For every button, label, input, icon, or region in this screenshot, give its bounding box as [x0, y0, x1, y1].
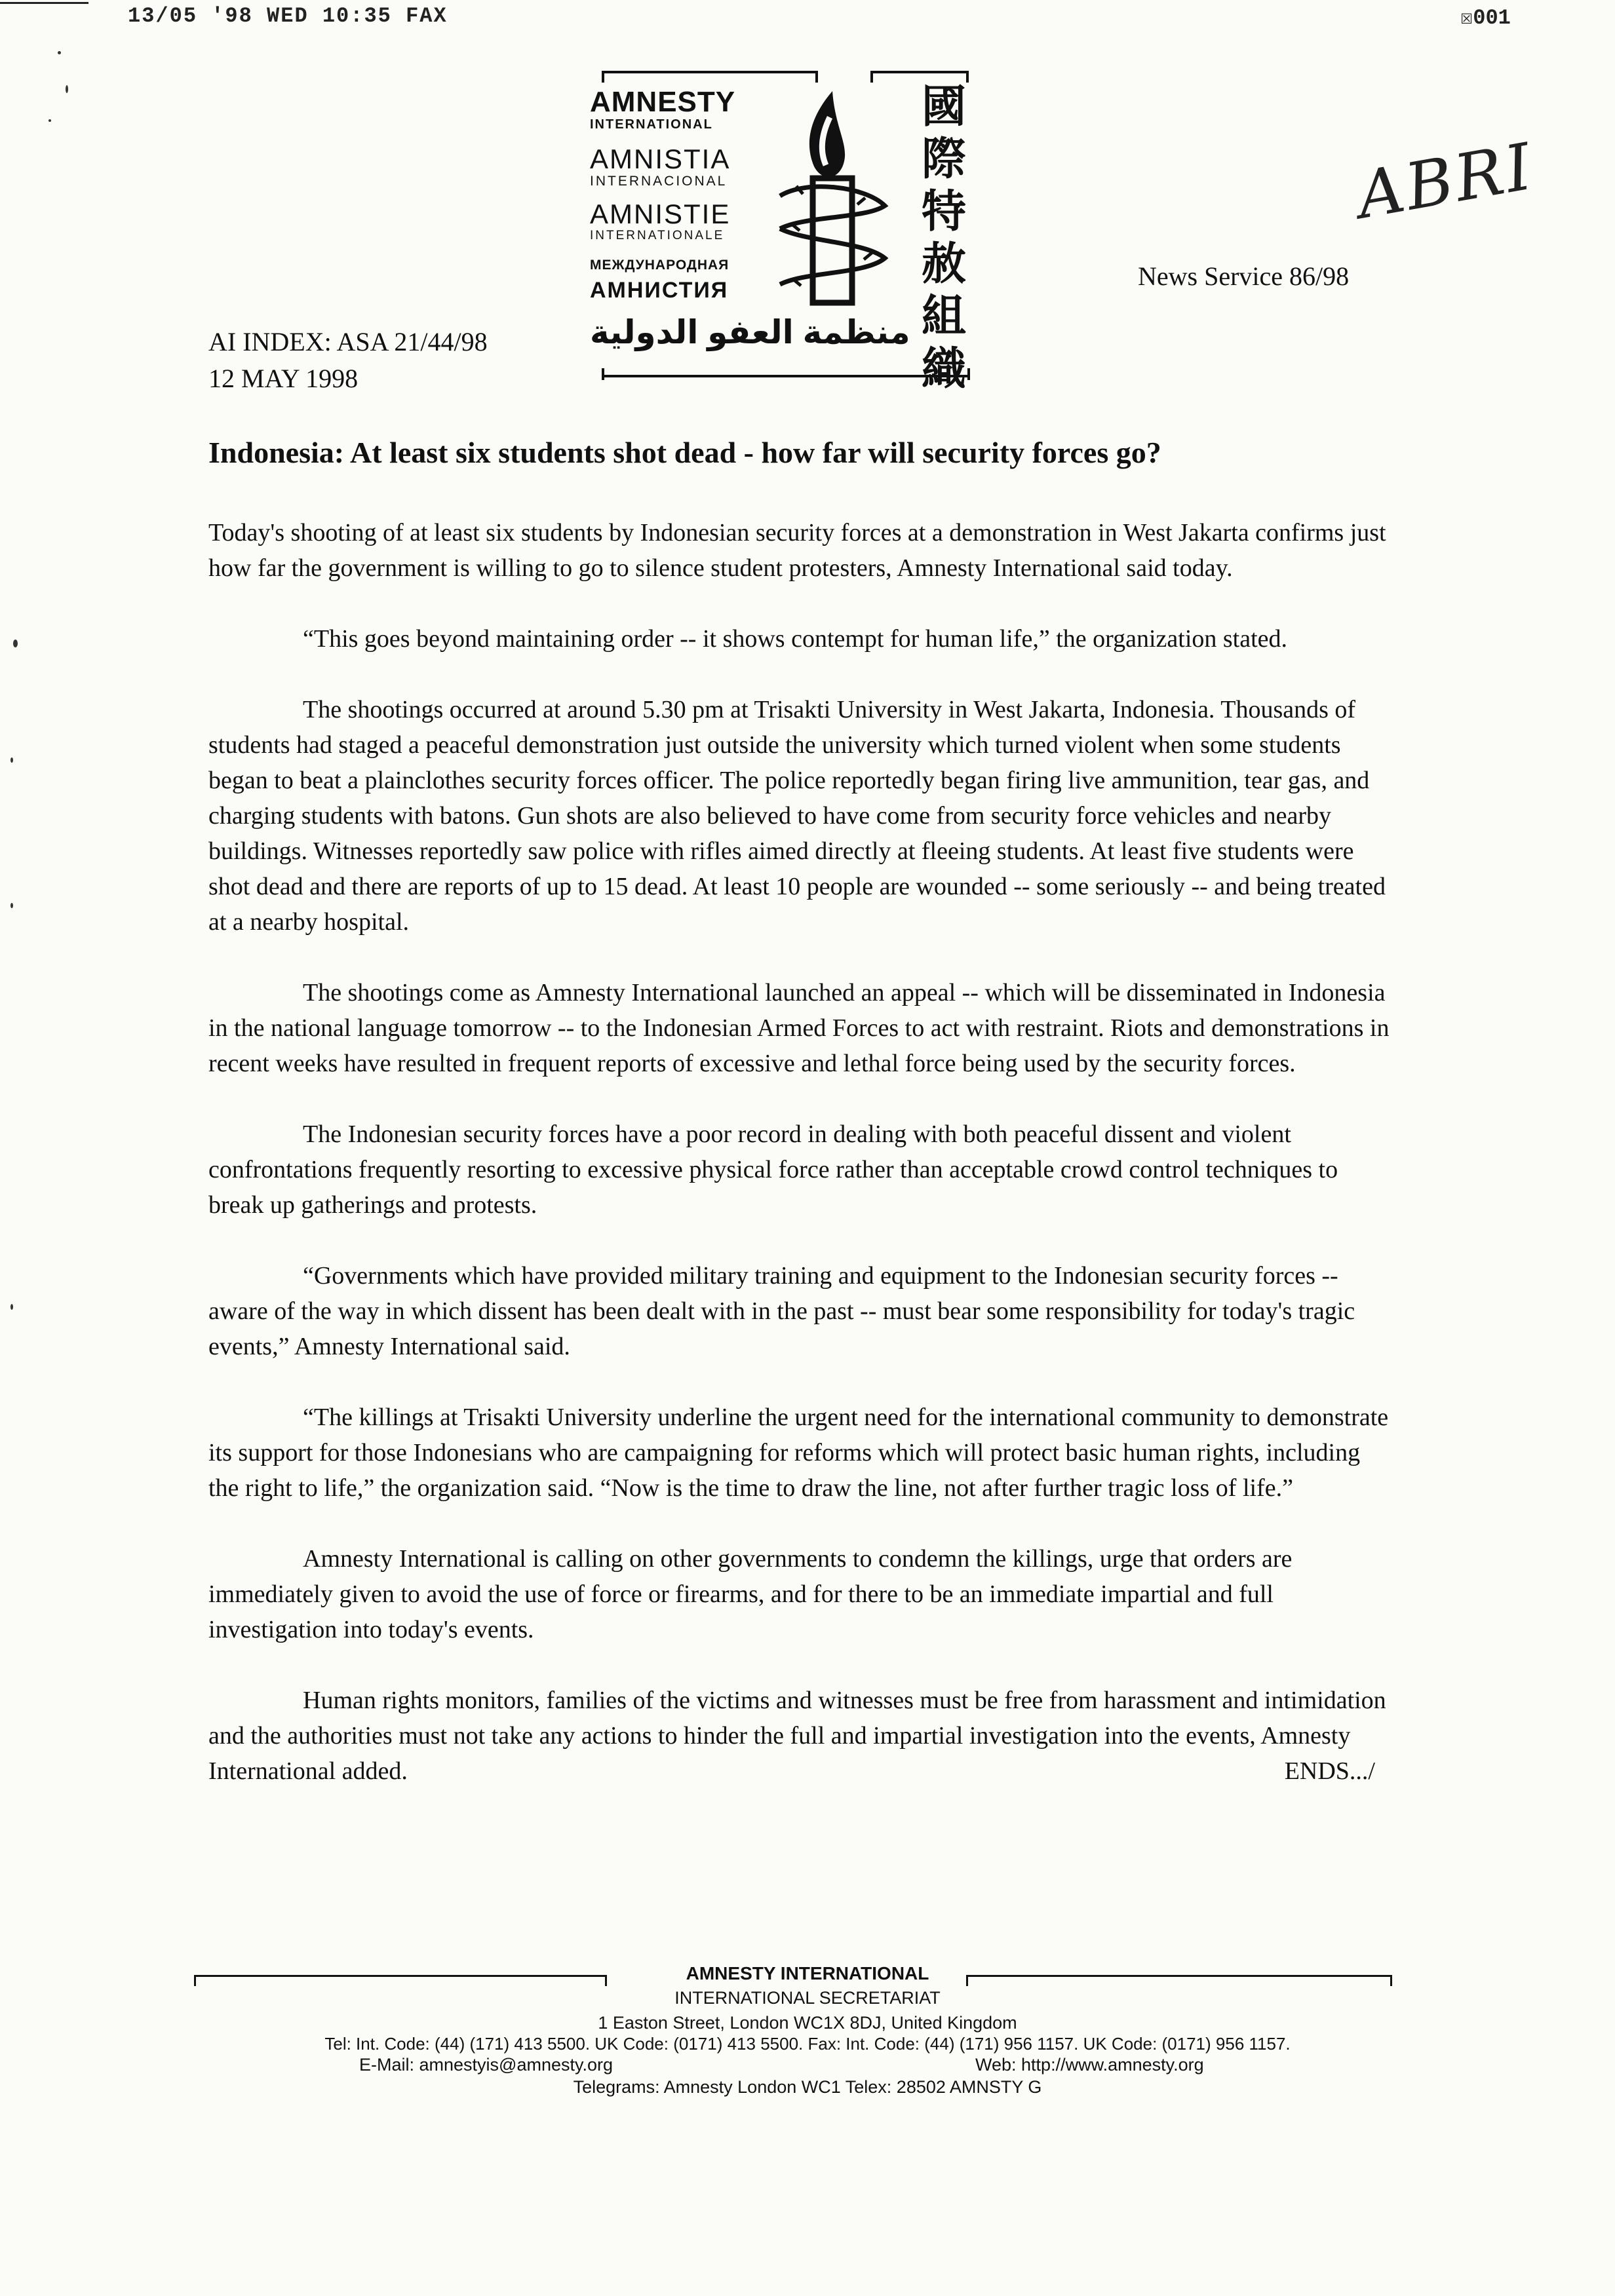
body-paragraph: Amnesty International is calling on other governments to condemn the killings, urge that orders are immediately given to avoid the use of force or firearms, and for there to be an immediate impartial and full investigation into today's events.	[208, 1545, 1293, 1643]
footer-web: Web: http://www.amnesty.org	[975, 2055, 1204, 2075]
scan-speck	[66, 85, 68, 93]
release-date: 12 MAY 1998	[208, 364, 359, 393]
footer-secretariat: INTERNATIONAL SECRETARIAT	[674, 1988, 941, 2008]
body-paragraph: Today's shooting of at least six students by Indonesian security forces at a demonstration in West Jakarta confirms just how far the government is willing to go to silence student protesters, Amnesty International said today.	[208, 519, 1386, 582]
logo-line-internacional: INTERNACIONAL	[590, 174, 728, 189]
ai-index: AI INDEX: ASA 21/44/98	[208, 327, 488, 356]
logo-cjk-char: 國	[921, 81, 966, 133]
logo-cjk-char: 特	[921, 186, 966, 238]
footer-address: 1 Easton Street, London WC1X 8DJ, United Kingdom	[598, 2013, 1017, 2033]
amnesty-logo	[590, 62, 977, 395]
scan-speck	[10, 903, 13, 908]
logo-cjk-char: 赦	[921, 239, 966, 290]
logo-line-amnistie: AMNISTIE	[590, 199, 731, 229]
logo-line-cyrillic-1: МЕЖДУНАРОДНАЯ	[590, 258, 730, 273]
fax-header-rule	[0, 2, 88, 4]
ends-marker: ENDS.../	[1284, 1757, 1375, 1785]
press-release-body	[208, 515, 1395, 1824]
scan-speck	[49, 119, 51, 122]
scan-speck	[10, 757, 13, 763]
logo-line-international: INTERNATIONAL	[590, 117, 713, 132]
logo-line-internationale: INTERNATIONALE	[590, 229, 725, 242]
logo-line-amnistia: AMNISTIA	[590, 144, 731, 174]
body-paragraph: “Governments which have provided military training and equipment to the Indonesian security forces -- aware of the way in which dissent has been dealt with in the past -- must bear some responsibility for today's tragic events,” Amnesty International said.	[208, 1262, 1355, 1360]
logo-line-amnesty: AMNESTY	[590, 86, 736, 118]
fax-page-number: ☒001	[1460, 6, 1511, 30]
scan-speck	[10, 1304, 13, 1310]
body-paragraph: “The killings at Trisakti University underline the urgent need for the international community to demonstrate its support for those Indonesians who are campaigning for reforms which will protect basic human rights, including the right to life,” the organization said. “Now is the time to draw the line, not after further tragic loss of life.”	[208, 1404, 1389, 1502]
logo-bottom-bar	[602, 375, 970, 377]
footer-email: E-Mail: amnestyis@amnesty.org	[359, 2055, 613, 2075]
body-paragraph: The shootings come as Amnesty International launched an appeal -- which will be disseminated in Indonesia in the national language tomorrow -- to the Indonesian Armed Forces to act with restraint. Riots and demonstrations in recent weeks have resulted in frequent reports of excessive and lethal force being used by the security forces.	[208, 979, 1390, 1077]
candle-barbed-wire-icon	[767, 88, 898, 317]
handwritten-note: ABRI	[1352, 129, 1540, 234]
body-paragraph-text: Human rights monitors, families of the victims and witnesses must be free from harassment and intimidation and the authorities must not take any actions to hinder the full and impartial investigation into the events, Amnesty International added.	[208, 1687, 1386, 1785]
logo-line-arabic: منظمة العفو الدولية	[590, 314, 910, 351]
footer-telegrams: Telegrams: Amnesty London WC1 Telex: 28502 AMNSTY G	[573, 2077, 1042, 2097]
body-paragraph: The Indonesian security forces have a poor record in dealing with both peaceful dissent and violent confrontations frequently resorting to excessive physical force rather than acceptable crowd control techniques to break up gatherings and protests.	[208, 1120, 1338, 1219]
logo-cjk-char: 際	[921, 134, 966, 185]
news-service-number: News Service 86/98	[1138, 261, 1350, 291]
logo-cjk-char: 織	[921, 343, 966, 395]
scan-speck	[58, 51, 61, 54]
press-release-title: Indonesia: At least six students shot dead - how far will security forces go?	[208, 436, 1161, 469]
scan-speck	[13, 640, 18, 647]
body-paragraph-last	[208, 1683, 1395, 1789]
logo-top-bar-left	[602, 71, 818, 73]
footer-phone: Tel: Int. Code: (44) (171) 413 5500. UK Code: (0171) 413 5500. Fax: Int. Code: (44) (171) 956 1157. UK Code: (0171) 956 1157.	[324, 2034, 1291, 2054]
logo-line-cyrillic-2: АМНИСТИЯ	[590, 278, 729, 303]
logo-cjk-char: 組	[921, 291, 966, 343]
fax-header-timestamp: 13/05 '98 WED 10:35 FAX	[128, 4, 448, 28]
logo-cjk-column	[918, 81, 970, 396]
logo-top-bar-right	[870, 71, 969, 73]
footer-org-name: AMNESTY INTERNATIONAL	[686, 1963, 929, 1983]
body-paragraph: The shootings occurred at around 5.30 pm at Trisakti University in West Jakarta, Indonesia. Thousands of students had staged a peaceful demonstration just outside the university which turned violent when some students began to beat a plainclothes security forces officer. The police reportedly began firing live ammunition, tear gas, and charging students with batons. Gun shots are also believed to have come from security force vehicles and nearby buildings. Witnesses reportedly saw police with rifles aimed directly at fleeing students. At least five students were shot dead and there are reports of up to 15 dead. At least 10 people are wounded -- some seriously -- and being treated at a nearby hospital.	[208, 696, 1386, 936]
body-paragraph: “This goes beyond maintaining order -- it shows contempt for human life,” the organization stated.	[303, 625, 1288, 653]
